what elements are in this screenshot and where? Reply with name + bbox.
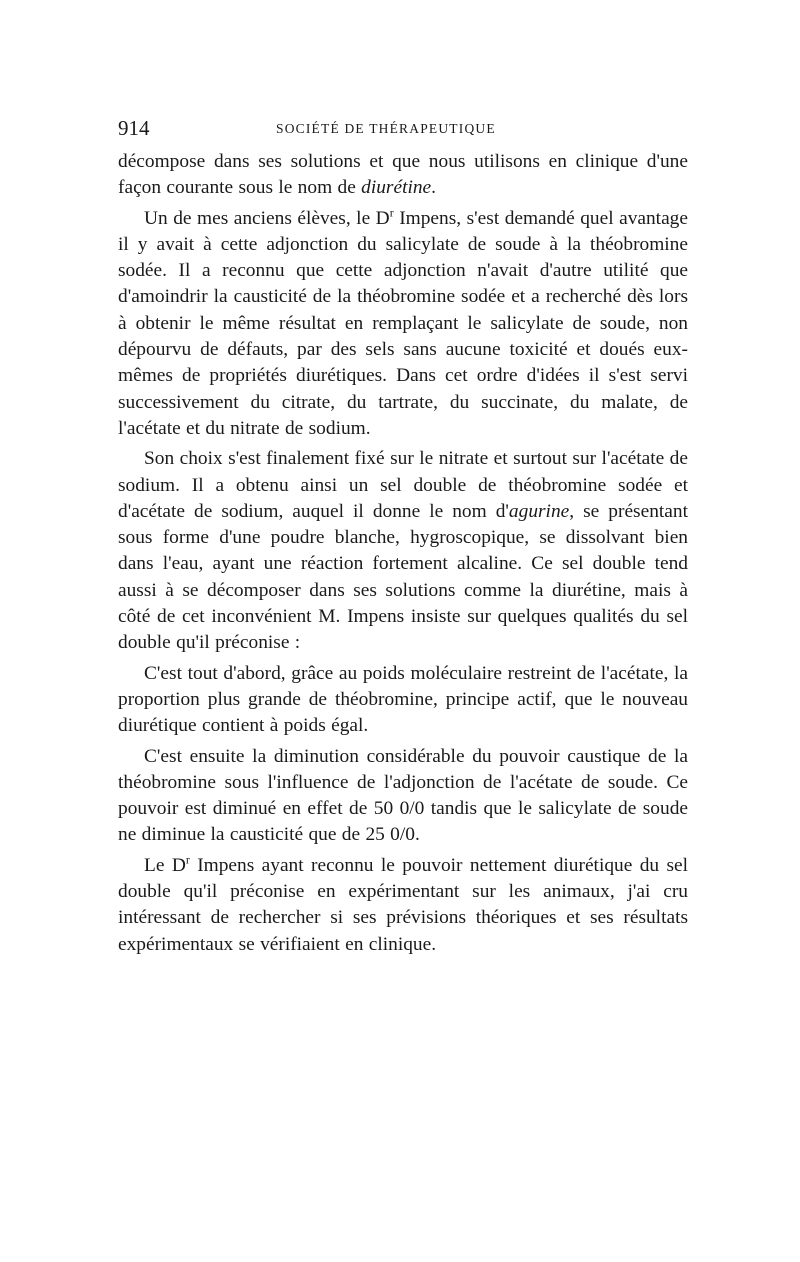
superscript: r — [185, 852, 190, 867]
paragraph — [118, 149, 688, 202]
running-head: SOCIÉTÉ DE THÉRAPEUTIQUE — [276, 121, 496, 136]
page-number: 914 — [118, 116, 150, 140]
text-run: Son choix s'est finalement fixé sur le nitrate et surtout sur l'acétate de sodium. Il a obtenu ainsi un sel double de théobromine sodée et d'acétate de sodium, auquel il donne le nom d' — [118, 448, 688, 522]
paragraph — [118, 446, 688, 656]
italic-term: agurine — [508, 500, 570, 522]
body-text — [118, 149, 688, 958]
paragraph — [118, 661, 688, 740]
text-run: , se présentant sous forme d'une poudre blanche, hygroscopique, se dissolvant bien dans l'eau, ayant une réaction fortement alcaline. Ce sel double tend aussi à se décomposer dans ses solutions comme la diurétine, mais à côté de cet inconvénient M. Impens insiste sur quelques qualités du sel double qu'il préconise : — [118, 500, 688, 654]
superscript: r — [389, 205, 394, 220]
text-run: décompose dans ses solutions et que nous utilisons en clinique d'une façon courante sous le nom de — [118, 151, 688, 199]
text-run: Impens ayant reconnu le pouvoir nettement diurétique du sel double qu'il préconise en expérimentant sur les animaux, j'ai cru intéressant de rechercher si ses prévisions théoriques et ses résultats expérimentaux se vérifiaient en clinique. — [118, 854, 688, 955]
text-run: C'est ensuite la diminution considérable du pouvoir caustique de la théobromine sous l'influence de l'adjonction de l'acétate de soude. Ce pouvoir est diminué en effet de 50 0/0 tandis que le salicylate de soude ne diminue la causticité que de 25 0/0. — [118, 745, 688, 846]
paragraph — [118, 206, 688, 443]
text-run: . — [431, 177, 437, 199]
paragraph — [118, 744, 688, 849]
text-run: C'est tout d'abord, grâce au poids moléculaire restreint de l'acétate, la proportion plus grande de théobromine, principe actif, que le nouveau diurétique contient à poids égal. — [118, 662, 688, 737]
paragraph — [118, 853, 688, 958]
text-run: Un de mes anciens élèves, le D — [144, 207, 390, 229]
page-header — [118, 113, 688, 143]
text-run: Impens, s'est demandé quel avantage il y avait à cette adjonction du salicylate de soude à la théobromine sodée. Il a reconnu que cette adjonction n'avait d'autre utilité que d'amoindrir la causticité de la théobromine sodée et a recherché dès lors à obtenir le même résultat en remplaçant le salicylate de soude, non dépourvu de défauts, par des sels sans aucune toxicité et doués eux-mêmes de propriétés diurétiques. Dans cet ordre d'idées il s'est servi successivement du citrate, du tartrate, du succinate, du malate, de l'acétate et du nitrate de sodium. — [118, 207, 688, 439]
italic-term: diurétine — [361, 177, 432, 199]
text-run: Le D — [144, 854, 186, 876]
